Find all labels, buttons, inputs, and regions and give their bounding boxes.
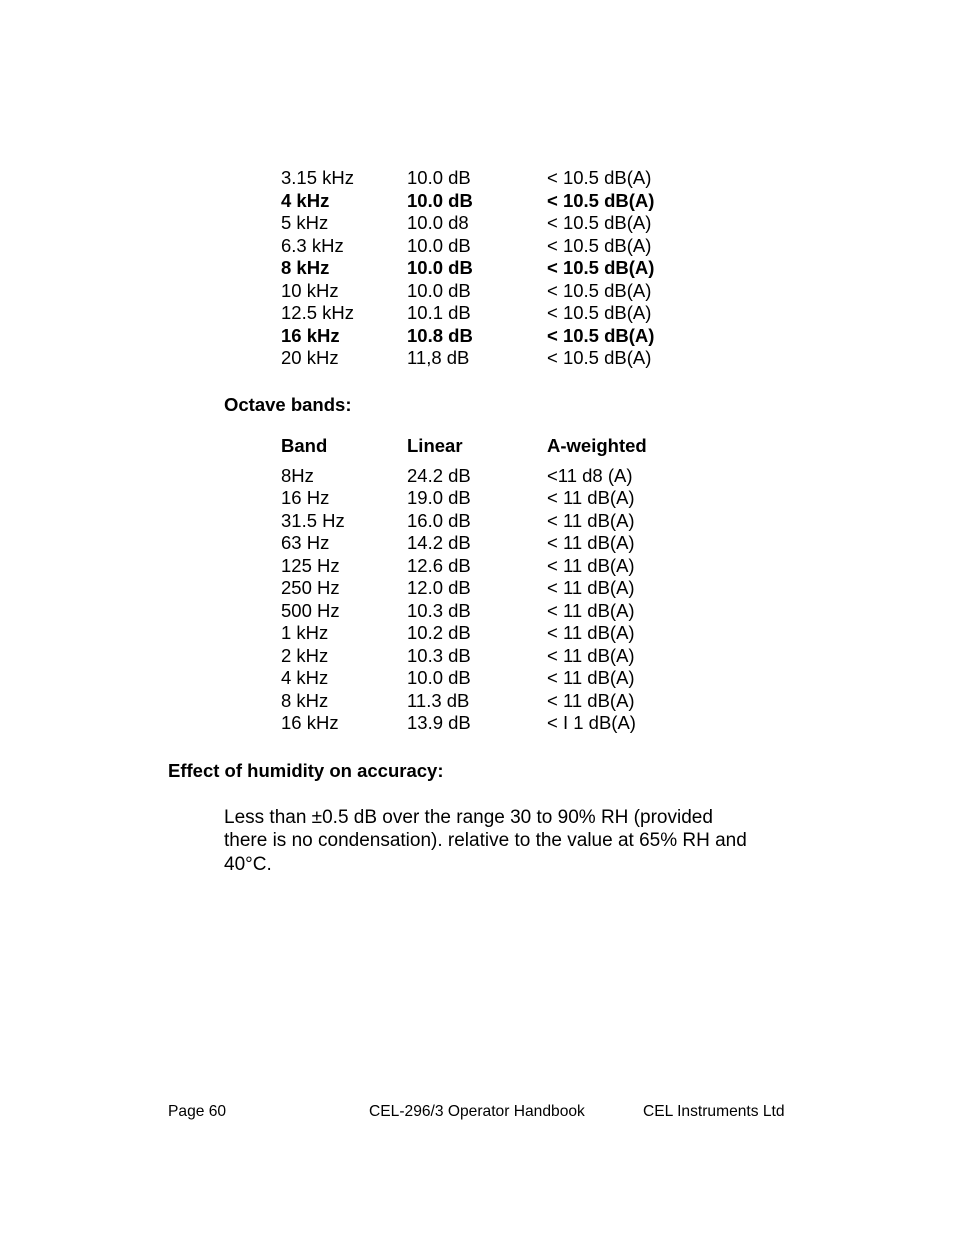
table-row [0,347,954,369]
linear-cell: 24.2 dB [407,465,471,486]
footer-page-number: Page 60 [168,1103,227,1120]
table-row [0,577,954,599]
column-header-band: Band [281,435,328,456]
band-cell: 3.15 kHz [281,167,355,188]
band-cell: 10 kHz [281,279,339,301]
a-weighted-cell: < 11 dB(A) [547,599,635,621]
humidity-paragraph [224,806,747,877]
band-cell: 31.5 Hz [281,509,345,531]
linear-cell: 16.0 dB [407,509,471,531]
band-cell: 125 Hz [281,554,340,576]
paragraph-line: 40°C. [224,853,272,875]
linear-cell: 10.0 dB [407,279,471,301]
a-weighted-cell: < 11 dB(A) [547,689,635,711]
a-weighted-cell: < 10.5 dB(A) [547,234,652,256]
table-row [0,600,954,622]
linear-cell: 11.3 dB [407,689,470,711]
table-row [0,257,954,279]
band-cell: 12.5 kHz [281,302,355,323]
a-weighted-cell: < 10.5 dB(A) [547,279,652,301]
linear-cell: 10.0 dB [407,667,471,689]
paragraph-line: Less than ±0.5 dB over the range 30 to 90% RH (provided [224,806,713,828]
linear-cell: 10.3 dB [407,644,471,666]
table-row [0,690,954,712]
band-cell: 16 kHz [281,711,339,733]
band-cell: 4 kHz [281,667,329,689]
band-cell: 63 Hz [281,532,330,554]
linear-cell: 12.0 dB [407,577,471,599]
linear-cell: 12.6 dB [407,554,471,576]
a-weighted-cell: < 11 dB(A) [547,487,635,509]
band-cell: 8 kHz [281,689,329,711]
a-weighted-cell: < 11 dB(A) [547,532,635,554]
band-cell: 2 kHz [281,644,329,666]
a-weighted-cell: < 11 dB(A) [547,577,635,599]
band-cell: 250 Hz [281,577,340,599]
octave-bands-heading: Octave bands: [224,394,352,415]
table-row [0,532,954,554]
band-cell: 500 Hz [281,599,340,621]
band-cell: 1 kHz [281,622,329,644]
table-row [0,645,954,667]
octave-table-header [0,435,954,457]
table-row [0,667,954,689]
table-row [0,280,954,302]
a-weighted-cell: < 10.5 dB(A) [547,189,655,211]
linear-cell: 10.0 dB [407,189,473,211]
table-row [0,190,954,212]
band-cell: 16 Hz [281,487,330,509]
a-weighted-cell: < 11 dB(A) [547,509,635,531]
linear-cell: 13.9 dB [407,711,471,733]
a-weighted-cell: <11 d8 (A) [547,465,633,486]
band-cell: 16 kHz [281,324,340,346]
table-row [0,555,954,577]
table-row [0,510,954,532]
band-cell: 20 kHz [281,347,339,368]
a-weighted-cell: < 11 dB(A) [547,644,635,666]
column-header-linear: Linear [407,435,463,456]
linear-cell: 10.0 d8 [407,212,469,233]
table-row [0,712,954,734]
table-row [0,302,954,324]
linear-cell: 14.2 dB [407,532,471,554]
footer-company: CEL Instruments Ltd [643,1103,785,1120]
a-weighted-cell: < 11 dB(A) [547,622,635,644]
a-weighted-cell: < 10.5 dB(A) [547,257,655,278]
linear-cell: 10.1 dB [407,302,471,323]
a-weighted-cell: < 10.5 dB(A) [547,167,652,188]
table-row [0,465,954,487]
linear-cell: 10.3 dB [407,599,471,621]
band-cell: 8 kHz [281,257,330,278]
column-header-a-weighted: A-weighted [547,435,647,456]
paragraph-line: there is no condensation). relative to the value at 65% RH and [224,830,747,851]
humidity-heading: Effect of humidity on accuracy: [168,760,444,781]
band-cell: 8Hz [281,465,314,486]
table-row [0,325,954,347]
table-row [0,212,954,234]
table-row [0,167,954,189]
linear-cell: 10.0 dB [407,234,471,256]
a-weighted-cell: < I 1 dB(A) [547,711,636,733]
table-row [0,622,954,644]
table-row [0,235,954,257]
a-weighted-cell: < 11 dB(A) [547,554,635,576]
band-cell: 5 kHz [281,212,329,233]
linear-cell: 11,8 dB [407,347,470,368]
band-cell: 6.3 kHz [281,234,344,256]
a-weighted-cell: < 10.5 dB(A) [547,302,652,323]
footer-document-title: CEL-296/3 Operator Handbook [369,1103,585,1120]
a-weighted-cell: < 10.5 dB(A) [547,347,652,368]
a-weighted-cell: < 10.5 dB(A) [547,212,652,233]
a-weighted-cell: < 10.5 dB(A) [547,324,655,346]
linear-cell: 10.0 dB [407,257,473,278]
linear-cell: 19.0 dB [407,487,471,509]
linear-cell: 10.8 dB [407,324,473,346]
table-row [0,487,954,509]
linear-cell: 10.0 dB [407,167,471,188]
a-weighted-cell: < 11 dB(A) [547,667,635,689]
linear-cell: 10.2 dB [407,622,471,644]
band-cell: 4 kHz [281,189,330,211]
